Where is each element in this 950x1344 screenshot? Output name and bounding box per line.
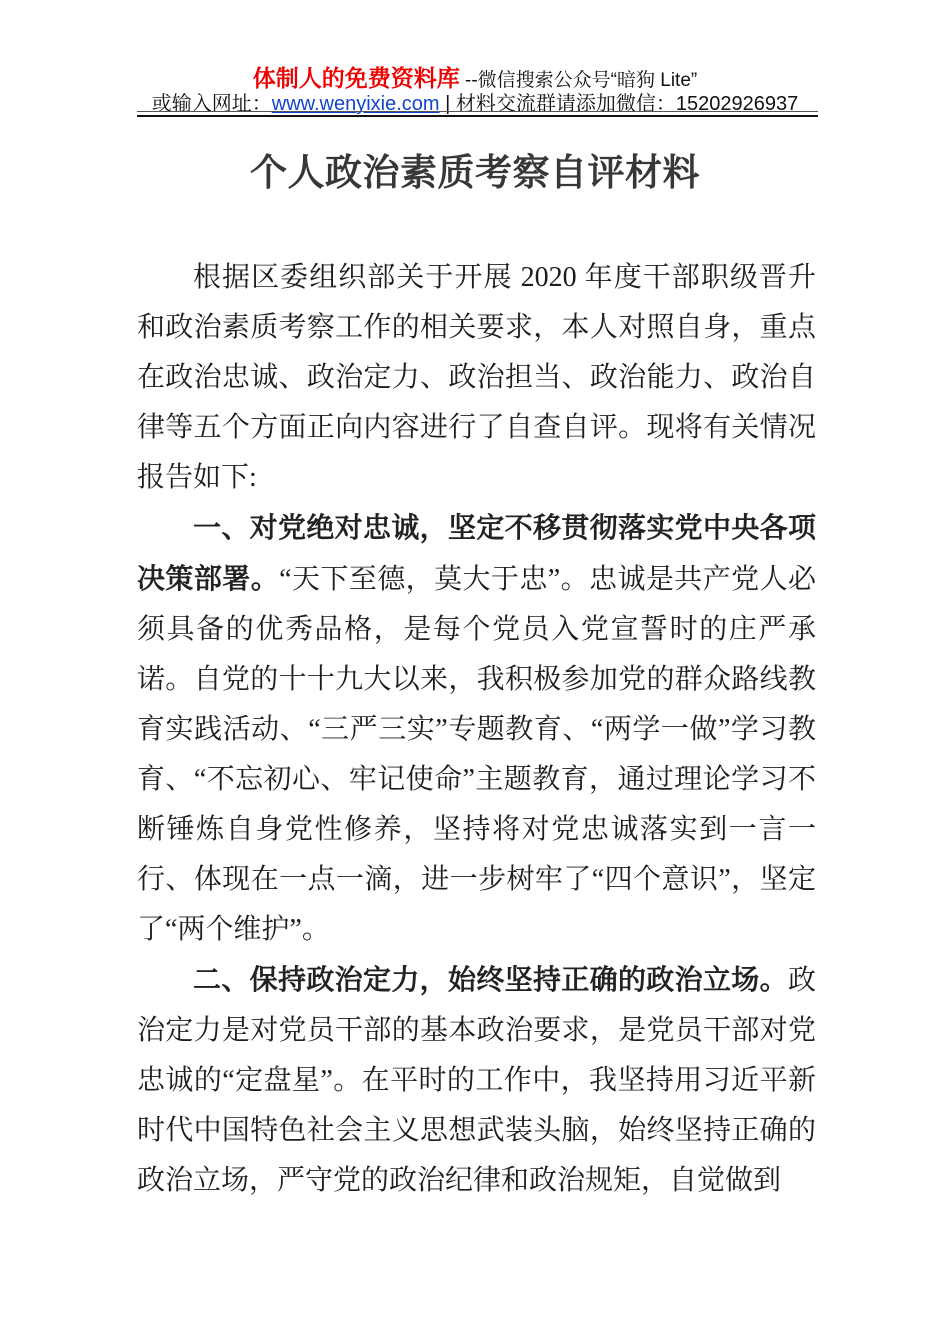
- website-link[interactable]: www.wenyixie.com: [271, 93, 440, 115]
- page-header: [0, 66, 950, 115]
- url-hint-prefix: 或输入网址：: [151, 93, 272, 115]
- section-1-text: “天下至德，莫大于忠”。忠诚是共产党人必须具备的优秀品格，是每个党员入党宣誓时的庄严承诺。自党的十十九大以来，我积极参加党的群众路线教育实践活动、“三严三实”专题教育、“两学一做”学习教育、“不忘初心、牢记使命”主题教育，通过理论学习不断锤炼自身党性修养，坚持将对党忠诚落实到一言一行、体现在一点一滴，进一步树牢了“四个意识”，坚定了“两个维护”。: [137, 564, 816, 945]
- brand-name: 体制人的免费资料库: [252, 65, 460, 91]
- document-body: [137, 252, 816, 1206]
- wechat-contact: | 材料交流群请添加微信：15202926937: [439, 93, 799, 115]
- intro-text: 根据区委组织部关于开展 2020 年度干部职级晋升和政治素质考察工作的相关要求，本人对照自身，重点在政治忠诚、政治定力、政治担当、政治能力、政治自律等五个方面正向内容进行了自查自评。现将有关情况报告如下:: [137, 262, 816, 493]
- section-2-text: 政治定力是对党员干部的基本政治要求，是党员干部对党忠诚的“定盘星”。在平时的工作中，我坚持用习近平新时代中国特色社会主义思想武装头脑，始终坚持正确的政治立场，严守党的政治纪律和政治规矩，自觉做到: [137, 965, 816, 1196]
- document-title: 个人政治素质考察自评材料: [250, 153, 700, 194]
- section-2-heading: 二、保持政治定力，始终坚持正确的政治立场。: [193, 964, 788, 995]
- header-line-1: [0, 66, 950, 93]
- section-2-paragraph: [137, 955, 816, 1206]
- wechat-search-hint: --微信搜索公众号“暗狗 Lite”: [459, 70, 698, 91]
- section-1-heading: 一、对党绝对忠诚，坚定不移贯彻落实党中央各项决策部署。: [137, 512, 816, 594]
- header-divider: [137, 111, 818, 117]
- intro-paragraph: [137, 252, 816, 503]
- section-1-paragraph: [137, 503, 816, 955]
